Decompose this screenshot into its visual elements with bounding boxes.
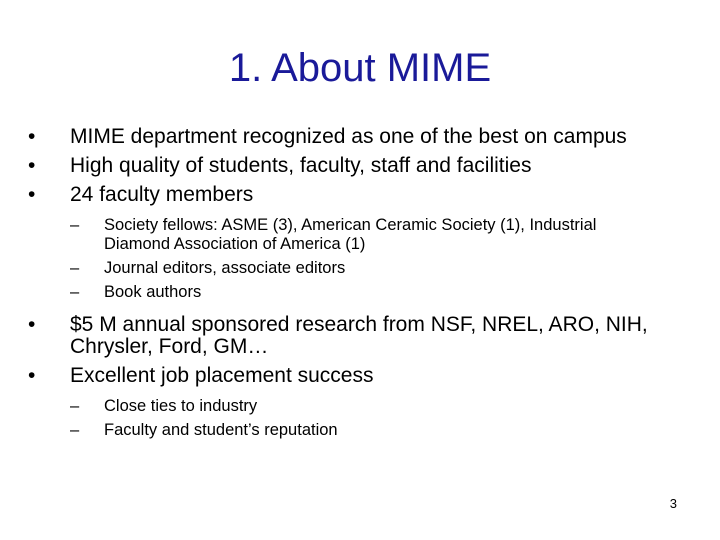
bullet-item	[26, 314, 666, 358]
sub-bullet-marker: –	[70, 259, 80, 277]
sub-bullet-item	[26, 216, 666, 254]
bullet-marker: •	[28, 183, 36, 206]
sub-bullet-marker: –	[70, 421, 80, 439]
sub-bullet-text: Faculty and student’s reputation	[104, 421, 338, 439]
sub-bullet-text: Close ties to industry	[104, 397, 258, 415]
bullet-marker: •	[28, 154, 36, 177]
sub-bullet-marker: –	[70, 216, 80, 234]
sub-bullet-item	[26, 421, 666, 440]
sub-bullet-item	[26, 283, 666, 302]
bullet-item	[26, 126, 666, 148]
sub-bullet-text: Society fellows: ASME (3), American Ceramic Society (1), Industrial Diamond Association of America (1)	[104, 216, 597, 253]
sub-bullet-marker: –	[70, 283, 80, 301]
faculty-sublist	[26, 216, 666, 302]
bullet-item	[26, 365, 666, 387]
slide-title: 1. About MIME	[228, 46, 492, 90]
bullet-marker: •	[28, 364, 36, 387]
bullet-marker: •	[28, 313, 36, 336]
bullet-text: High quality of students, faculty, staff and facilities	[70, 154, 532, 177]
sub-bullet-item	[26, 397, 666, 416]
sub-bullet-marker: –	[70, 397, 80, 415]
sub-bullet-text: Journal editors, associate editors	[104, 259, 346, 277]
bullet-marker: •	[28, 125, 36, 148]
bullet-text: MIME department recognized as one of the best on campus	[70, 125, 627, 148]
bullet-item	[26, 184, 666, 206]
sub-bullet-text: Book authors	[104, 283, 202, 301]
bullet-item	[26, 155, 666, 177]
bullet-text: Excellent job placement success	[70, 364, 374, 387]
placement-sublist	[26, 397, 666, 440]
bullet-text: $5 M annual sponsored research from NSF, NREL, ARO, NIH, Chrysler, Ford, GM…	[70, 313, 648, 358]
page-number: 3	[669, 496, 677, 511]
sub-bullet-item	[26, 259, 666, 278]
bullet-text: 24 faculty members	[70, 183, 254, 206]
slide-body	[26, 126, 666, 452]
